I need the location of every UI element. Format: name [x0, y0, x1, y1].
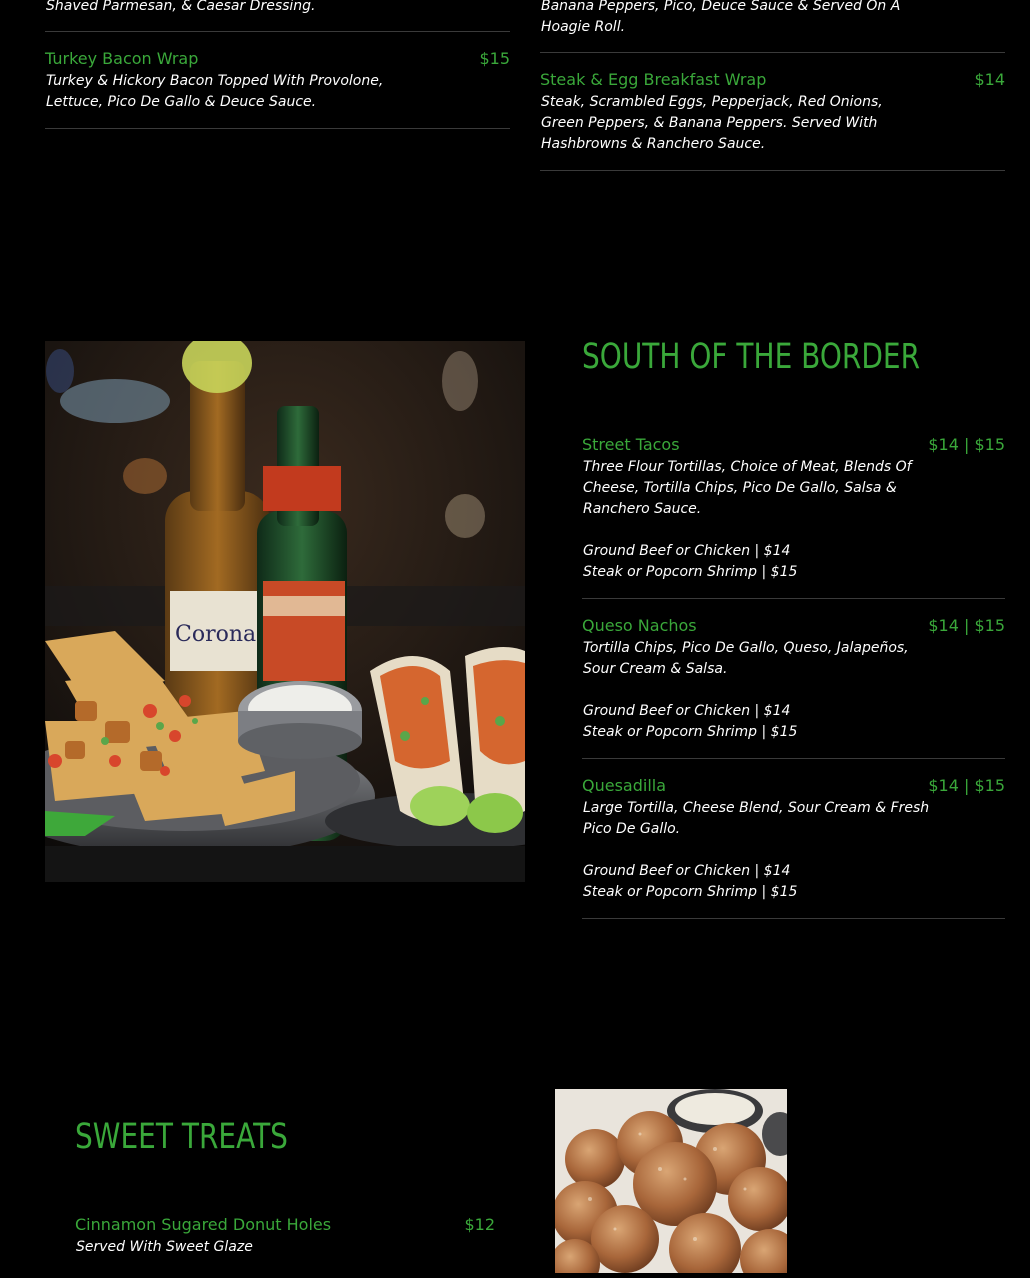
- item-option: Steak or Popcorn Shrimp | $15: [583, 564, 798, 580]
- item-price-queso-nachos: $14 | $15: [928, 616, 1005, 635]
- item-option: Steak or Popcorn Shrimp | $15: [583, 884, 798, 900]
- divider: [45, 31, 510, 32]
- svg-text:Corona: Corona: [175, 622, 257, 647]
- item-option: Steak or Popcorn Shrimp | $15: [583, 724, 798, 740]
- divider: [540, 170, 1005, 171]
- item-description-street-tacos: Three Flour Tortillas, Choice of Meat, Blends Of Cheese, Tortilla Chips, Pico De Gallo, Salsa & Ranchero Sauce. Ground Beef or Chicken | $14 Steak or Popcorn Shrimp | $15: [583, 457, 923, 583]
- item-name-street-tacos: Street Tacos: [582, 435, 680, 454]
- item-description-cinnamon-donut-holes: Served With Sweet Glaze: [76, 1239, 253, 1255]
- section-title-sweet-treats: SWEET TREATS: [75, 1117, 288, 1157]
- divider: [582, 758, 1005, 759]
- divider: [540, 52, 1005, 53]
- item-name-quesadilla: Quesadilla: [582, 776, 667, 795]
- item-name-turkey-bacon-wrap: Turkey Bacon Wrap: [45, 49, 199, 68]
- item-description-steak-egg-breakfast-wrap: Steak, Scrambled Eggs, Pepperjack, Red Onions, Green Peppers, & Banana Peppers. Served With Hashbrowns & Ranchero Sauce.: [541, 94, 883, 152]
- divider: [582, 598, 1005, 599]
- item-price-turkey-bacon-wrap: $15: [479, 49, 510, 68]
- previous-item-description: Banana Peppers, Pico, Deuce Sauce & Served On A Hoagie Roll.: [541, 0, 901, 35]
- item-price-steak-egg-breakfast-wrap: $14: [974, 70, 1005, 89]
- item-option: Ground Beef or Chicken | $14: [583, 703, 791, 719]
- nachos-tacos-beer-photo: [45, 341, 525, 882]
- previous-item-description: Shaved Parmesan, & Caesar Dressing.: [46, 0, 316, 14]
- item-option: Ground Beef or Chicken | $14: [583, 863, 791, 879]
- item-description-queso-nachos: Tortilla Chips, Pico De Gallo, Queso, Jalapeños, Sour Cream & Salsa. Ground Beef or Chicken | $14 Steak or Popcorn Shrimp | $15: [583, 638, 923, 743]
- divider: [582, 918, 1005, 919]
- item-option: Ground Beef or Chicken | $14: [583, 543, 791, 559]
- item-price-street-tacos: $14 | $15: [928, 435, 1005, 454]
- item-description-quesadilla: Large Tortilla, Cheese Blend, Sour Cream & Fresh Pico De Gallo. Ground Beef or Chicken | $14 Steak or Popcorn Shrimp | $15: [583, 798, 923, 903]
- item-name-queso-nachos: Queso Nachos: [582, 616, 697, 635]
- item-price-cinnamon-donut-holes: $12: [464, 1215, 495, 1234]
- item-price-quesadilla: $14 | $15: [928, 776, 1005, 795]
- item-name-cinnamon-donut-holes: Cinnamon Sugared Donut Holes: [75, 1215, 332, 1234]
- divider: [45, 128, 510, 129]
- section-title-south-of-the-border: SOUTH OF THE BORDER: [582, 337, 921, 377]
- item-description-turkey-bacon-wrap: Turkey & Hickory Bacon Topped With Provolone, Lettuce, Pico De Gallo & Deuce Sauce.: [46, 73, 384, 110]
- item-name-steak-egg-breakfast-wrap: Steak & Egg Breakfast Wrap: [540, 70, 767, 89]
- donut-holes-photo: [555, 1089, 787, 1273]
